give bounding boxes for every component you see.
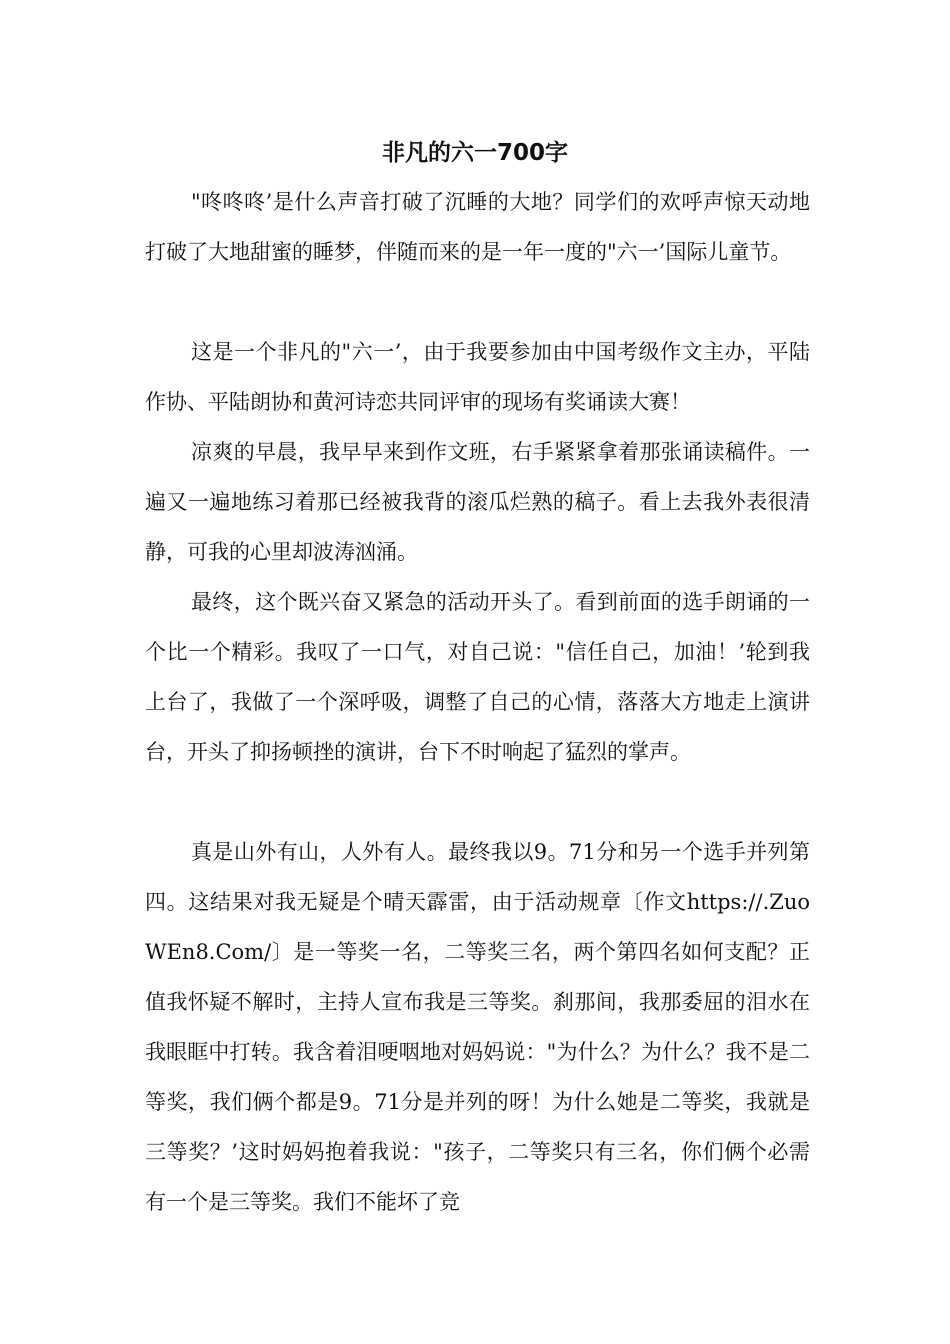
paragraph-1: "咚咚咚’是什么声音打破了沉睡的大地？同学们的欢呼声惊天动地打破了大地甜蜜的睡梦，伴随而来的是一年一度的"六一’国际儿童节。: [145, 190, 810, 264]
paragraph-2: 这是一个非凡的"六一’，由于我要参加由中国考级作文主办，平陆作协、平陆朗协和黄河诗恋共同评审的现场有奖诵读大赛！: [145, 340, 810, 414]
document-title: 非凡的六一700字: [381, 140, 568, 166]
paragraph-3: 凉爽的早晨，我早早来到作文班，右手紧紧拿着那张诵读稿件。一遍又一遍地练习着那已经被我背的滚瓜烂熟的稿子。看上去我外表很清静，可我的心里却波涛汹涌。: [145, 440, 810, 564]
paragraph-5: 真是山外有山，人外有人。最终我以9。71分和另一个选手并列第四。这结果对我无疑是个晴天霹雷，由于活动规章〔作文https://.ZuoWEn8.Com/〕是一等奖一名，二等奖三名，两个第四名如何支配？正值我怀疑不解时，主持人宣布我是三等奖。刹那间，我那委屈的泪水在我眼眶中打转。我含着泪哽咽地对妈妈说："为什么？为什么？我不是二等奖，我们俩个都是9。71分是并列的呀！为什么她是二等奖，我就是三等奖？’这时妈妈抱着我说："孩子，二等奖只有三名，你们俩个必需有一个是三等奖。我们不能坏了竞: [145, 840, 810, 1214]
paragraph-4: 最终，这个既兴奋又紧急的活动开头了。看到前面的选手朗诵的一个比一个精彩。我叹了一口气，对自己说："信任自己，加油！’轮到我上台了，我做了一个深呼吸，调整了自己的心情，落落大方地走上演讲台，开头了抑扬顿挫的演讲，台下不时响起了猛烈的掌声。: [145, 590, 810, 764]
